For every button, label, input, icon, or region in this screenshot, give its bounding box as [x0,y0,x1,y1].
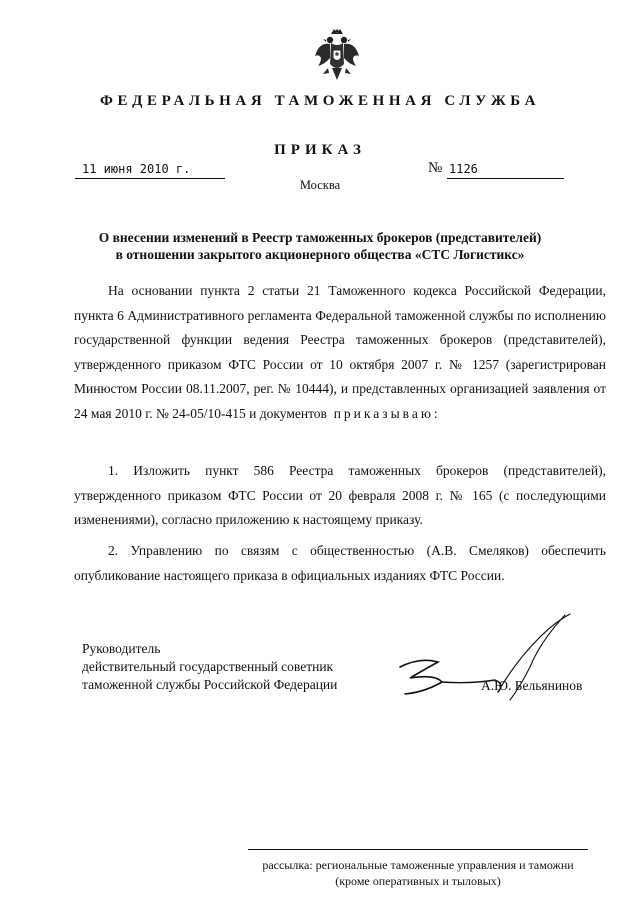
preamble-text: На основании пункта 2 статьи 21 Таможенного кодекса Российской Федерации, пункта 6 Административного регламента Федеральной таможенной службы по исполнению государственной функции ведения Реестра таможенных брокеров (представителей), утвержденного приказом ФТС России от 10 октября 2007 г. № 1257 (зарегистрирован Минюстом России 08.11.2007, рег. № 10444), и представленных организацией заявления от 24 мая 2010 г. № 24-05/10-415 и документов [74,283,606,421]
item-1-text: 1. Изложить пункт 586 Реестра таможенных брокеров (представителей), утвержденного приказом ФТС России от 20 февраля 2008 г. № 165 (с последующими изменениями), согласно приложению к настоящему приказу. [74,463,606,527]
coat-of-arms-emblem [313,28,361,86]
signer-title [82,640,337,694]
signer-name: А.Ю. Бельянинов [481,678,583,693]
subject-line-2: в отношении закрытого акционерного общества «СТС Логистикс» [115,247,525,262]
number-sign: № [428,160,443,176]
distribution-line-1: рассылка: региональные таможенные управления и таможни [262,858,574,872]
order-word: приказываю: [333,405,441,421]
document-type-title: ПРИКАЗ [274,142,366,158]
signer-title-line-2: действительный государственный советник [82,659,334,674]
distribution-list [248,857,588,889]
issuing-city: Москва [299,178,341,192]
item-2-text: 2. Управлению по связям с общественностью (А.В. Смеляков) обеспечить опубликование настоящего приказа в официальных изданиях ФТС России. [74,543,606,583]
distribution-divider [248,849,588,850]
signer-title-line-3: таможенной службы Российской Федерации [82,677,338,692]
distribution-line-2: (кроме оперативных и тыловых) [335,874,501,888]
order-number: 1126 [449,162,478,176]
agency-name: ФЕДЕРАЛЬНАЯ ТАМОЖЕННАЯ СЛУЖБА [99,93,541,109]
preamble-paragraph [74,279,606,426]
order-subject [60,229,580,263]
subject-line-1: О внесении изменений в Реестр таможенных брокеров (представителей) [98,230,542,245]
order-date: 11 июня 2010 г. [82,162,191,176]
order-item-2 [74,539,606,588]
order-item-1 [74,459,606,533]
signer-title-line-1: Руководитель [82,641,161,656]
